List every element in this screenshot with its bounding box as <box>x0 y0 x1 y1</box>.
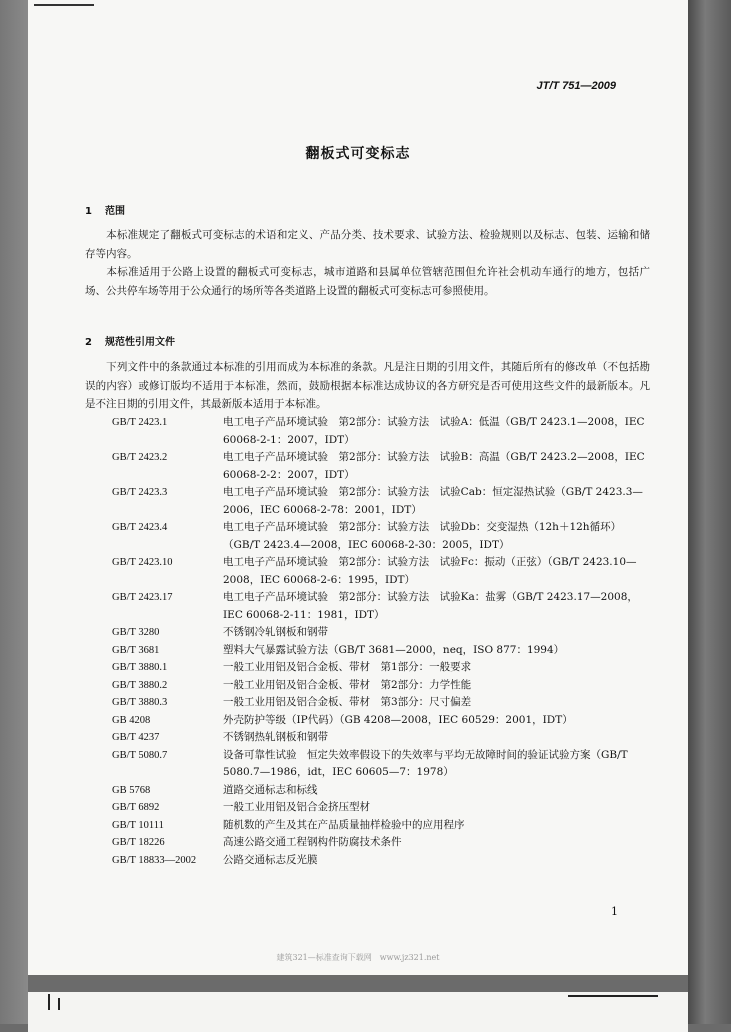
section-title: 规范性引用文件 <box>105 337 175 348</box>
reference-item <box>112 729 652 747</box>
reference-item <box>112 817 652 835</box>
reference-code: GB/T 2423.2 <box>112 452 168 463</box>
reference-title: 不锈钢冷轧钢板和钢带 <box>223 626 328 638</box>
reference-item <box>112 624 652 642</box>
reference-title: 一般工业用铝及铝合金板、带材 第2部分：力学性能 <box>223 678 472 691</box>
paragraph-text: 本标准适用于公路上设置的翻板式可变标志，城市道路和县属单位管辖范围但允许社会机动车通行的地方，包括广场、公共停车场等用于公众通行的场所等各类道路上设置的翻板式可变标志可参照使用。 <box>85 266 650 297</box>
reference-code: GB/T 4237 <box>112 732 160 743</box>
reference-item <box>112 852 652 870</box>
reference-code: GB/T 3880.3 <box>112 697 168 708</box>
reference-code: GB/T 2423.17 <box>112 592 173 603</box>
reference-code: GB/T 2423.4 <box>112 522 168 533</box>
reference-item <box>112 782 652 800</box>
reference-code: GB 5768 <box>112 784 151 796</box>
reference-title: 高速公路交通工程钢构件防腐技术条件 <box>223 836 402 848</box>
section-heading-scope <box>85 202 125 217</box>
next-page-edge <box>28 992 688 1032</box>
reference-item <box>112 677 652 695</box>
scan-artifact <box>34 4 94 6</box>
footer-watermark: 建筑321—标准查询下载网 www.jz321.net <box>276 953 440 962</box>
reference-code: GB/T 2423.3 <box>112 487 168 498</box>
section-title: 范围 <box>105 206 125 217</box>
reference-item <box>112 694 652 712</box>
reference-item <box>112 414 652 449</box>
reference-code: GB/T 3681 <box>112 644 160 656</box>
reference-code: GB/T 18226 <box>112 837 165 848</box>
section-heading-normative-references <box>85 333 175 348</box>
reference-item <box>112 484 652 519</box>
reference-title: 电工电子产品环境试验 第2部分：试验方法 试验Db：交变湿热（12h＋12h循环）（GB/T 2423.4—2008，IEC 60068-2-30：2005，IDT） <box>223 521 622 551</box>
paragraph <box>85 358 650 414</box>
reference-item <box>112 712 652 730</box>
reference-title: 一般工业用铝及铝合金挤压型材 <box>223 801 370 813</box>
reference-code: GB/T 6892 <box>112 802 160 813</box>
reference-item <box>112 589 652 624</box>
document-title: 翻板式可变标志 <box>305 146 411 162</box>
scan-background-left <box>0 0 28 1024</box>
paragraph <box>85 263 650 300</box>
reference-code: GB/T 5080.7 <box>112 749 168 761</box>
standard-number: JT/T 751—2009 <box>536 80 616 92</box>
document-page <box>28 0 688 975</box>
reference-title: 随机数的产生及其在产品质量抽样检验中的应用程序 <box>223 818 465 831</box>
scan-artifact <box>48 994 50 1010</box>
reference-item <box>112 834 652 852</box>
scan-artifact <box>58 998 60 1010</box>
reference-item <box>112 642 652 660</box>
reference-title: 电工电子产品环境试验 第2部分：试验方法 试验Fc：振动（正弦）（GB/T 2423.10—2008，IEC 60068-2-6：1995，IDT） <box>223 556 637 586</box>
reference-title: 设备可靠性试验 恒定失效率假设下的失效率与平均无故障时间的验证试验方案（GB/T 5080.7—1986，idt，IEC 60605—7：1978） <box>223 748 628 778</box>
reference-code: GB/T 3280 <box>112 627 160 638</box>
reference-title: 不锈钢热轧钢板和钢带 <box>223 731 328 743</box>
reference-code: GB/T 2423.1 <box>112 417 168 428</box>
reference-code: GB/T 18833—2002 <box>112 854 197 866</box>
paragraph-text: 本标准规定了翻板式可变标志的术语和定义、产品分类、技术要求、试验方法、检验规则以及标志、包装、运输和储存等内容。 <box>85 229 650 260</box>
page-number: 1 <box>611 905 618 918</box>
reference-code: GB/T 10111 <box>112 819 164 831</box>
paragraph <box>85 226 650 263</box>
reference-title: 电工电子产品环境试验 第2部分：试验方法 试验A：低温（GB/T 2423.1—2008，IEC 60068-2-1：2007，IDT） <box>223 416 645 446</box>
reference-title: 道路交通标志和标线 <box>223 783 318 796</box>
reference-title: 一般工业用铝及铝合金板、带材 第1部分：一般要求 <box>223 661 472 673</box>
reference-title: 塑料大气暴露试验方法（GB/T 3681—2000，neq，ISO 877：1994） <box>223 643 565 656</box>
reference-title: 电工电子产品环境试验 第2部分：试验方法 试验B：高温（GB/T 2423.2—2008，IEC 60068-2-2：2007，IDT） <box>223 451 645 481</box>
reference-item <box>112 449 652 484</box>
section-number: 2 <box>85 337 92 348</box>
scan-artifact <box>568 995 658 997</box>
scan-background-right <box>688 0 731 1024</box>
reference-code: GB 4208 <box>112 714 151 726</box>
reference-title: 电工电子产品环境试验 第2部分：试验方法 试验Cab：恒定湿热试验（GB/T 2423.3—2006，IEC 60068-2-78：2001，IDT） <box>223 486 643 516</box>
reference-code: GB/T 2423.10 <box>112 557 173 568</box>
paragraph-text: 下列文件中的条款通过本标准的引用而成为本标准的条款。凡是注日期的引用文件，其随后所有的修改单（不包括勘误的内容）或修订版均不适用于本标准，然而，鼓励根据本标准达成协议的各方研究是否可使用这些文件的最新版本。凡是不注日期的引用文件，其最新版本适用于本标准。 <box>85 361 650 410</box>
reference-title: 外壳防护等级（IP代码）（GB 4208—2008，IEC 60529：2001，IDT） <box>223 713 573 726</box>
reference-item <box>112 519 652 554</box>
reference-code: GB/T 3880.2 <box>112 679 168 691</box>
reference-item <box>112 554 652 589</box>
reference-title: 公路交通标志反光膜 <box>223 853 318 866</box>
reference-item <box>112 747 652 782</box>
reference-item <box>112 659 652 677</box>
reference-item <box>112 799 652 817</box>
section-number: 1 <box>85 206 92 217</box>
reference-title: 电工电子产品环境试验 第2部分：试验方法 试验Ka：盐雾（GB/T 2423.17—2008，IEC 60068-2-11：1981，IDT） <box>223 591 638 621</box>
reference-title: 一般工业用铝及铝合金板、带材 第3部分：尺寸偏差 <box>223 696 472 708</box>
reference-list <box>112 414 652 869</box>
reference-code: GB/T 3880.1 <box>112 662 168 673</box>
